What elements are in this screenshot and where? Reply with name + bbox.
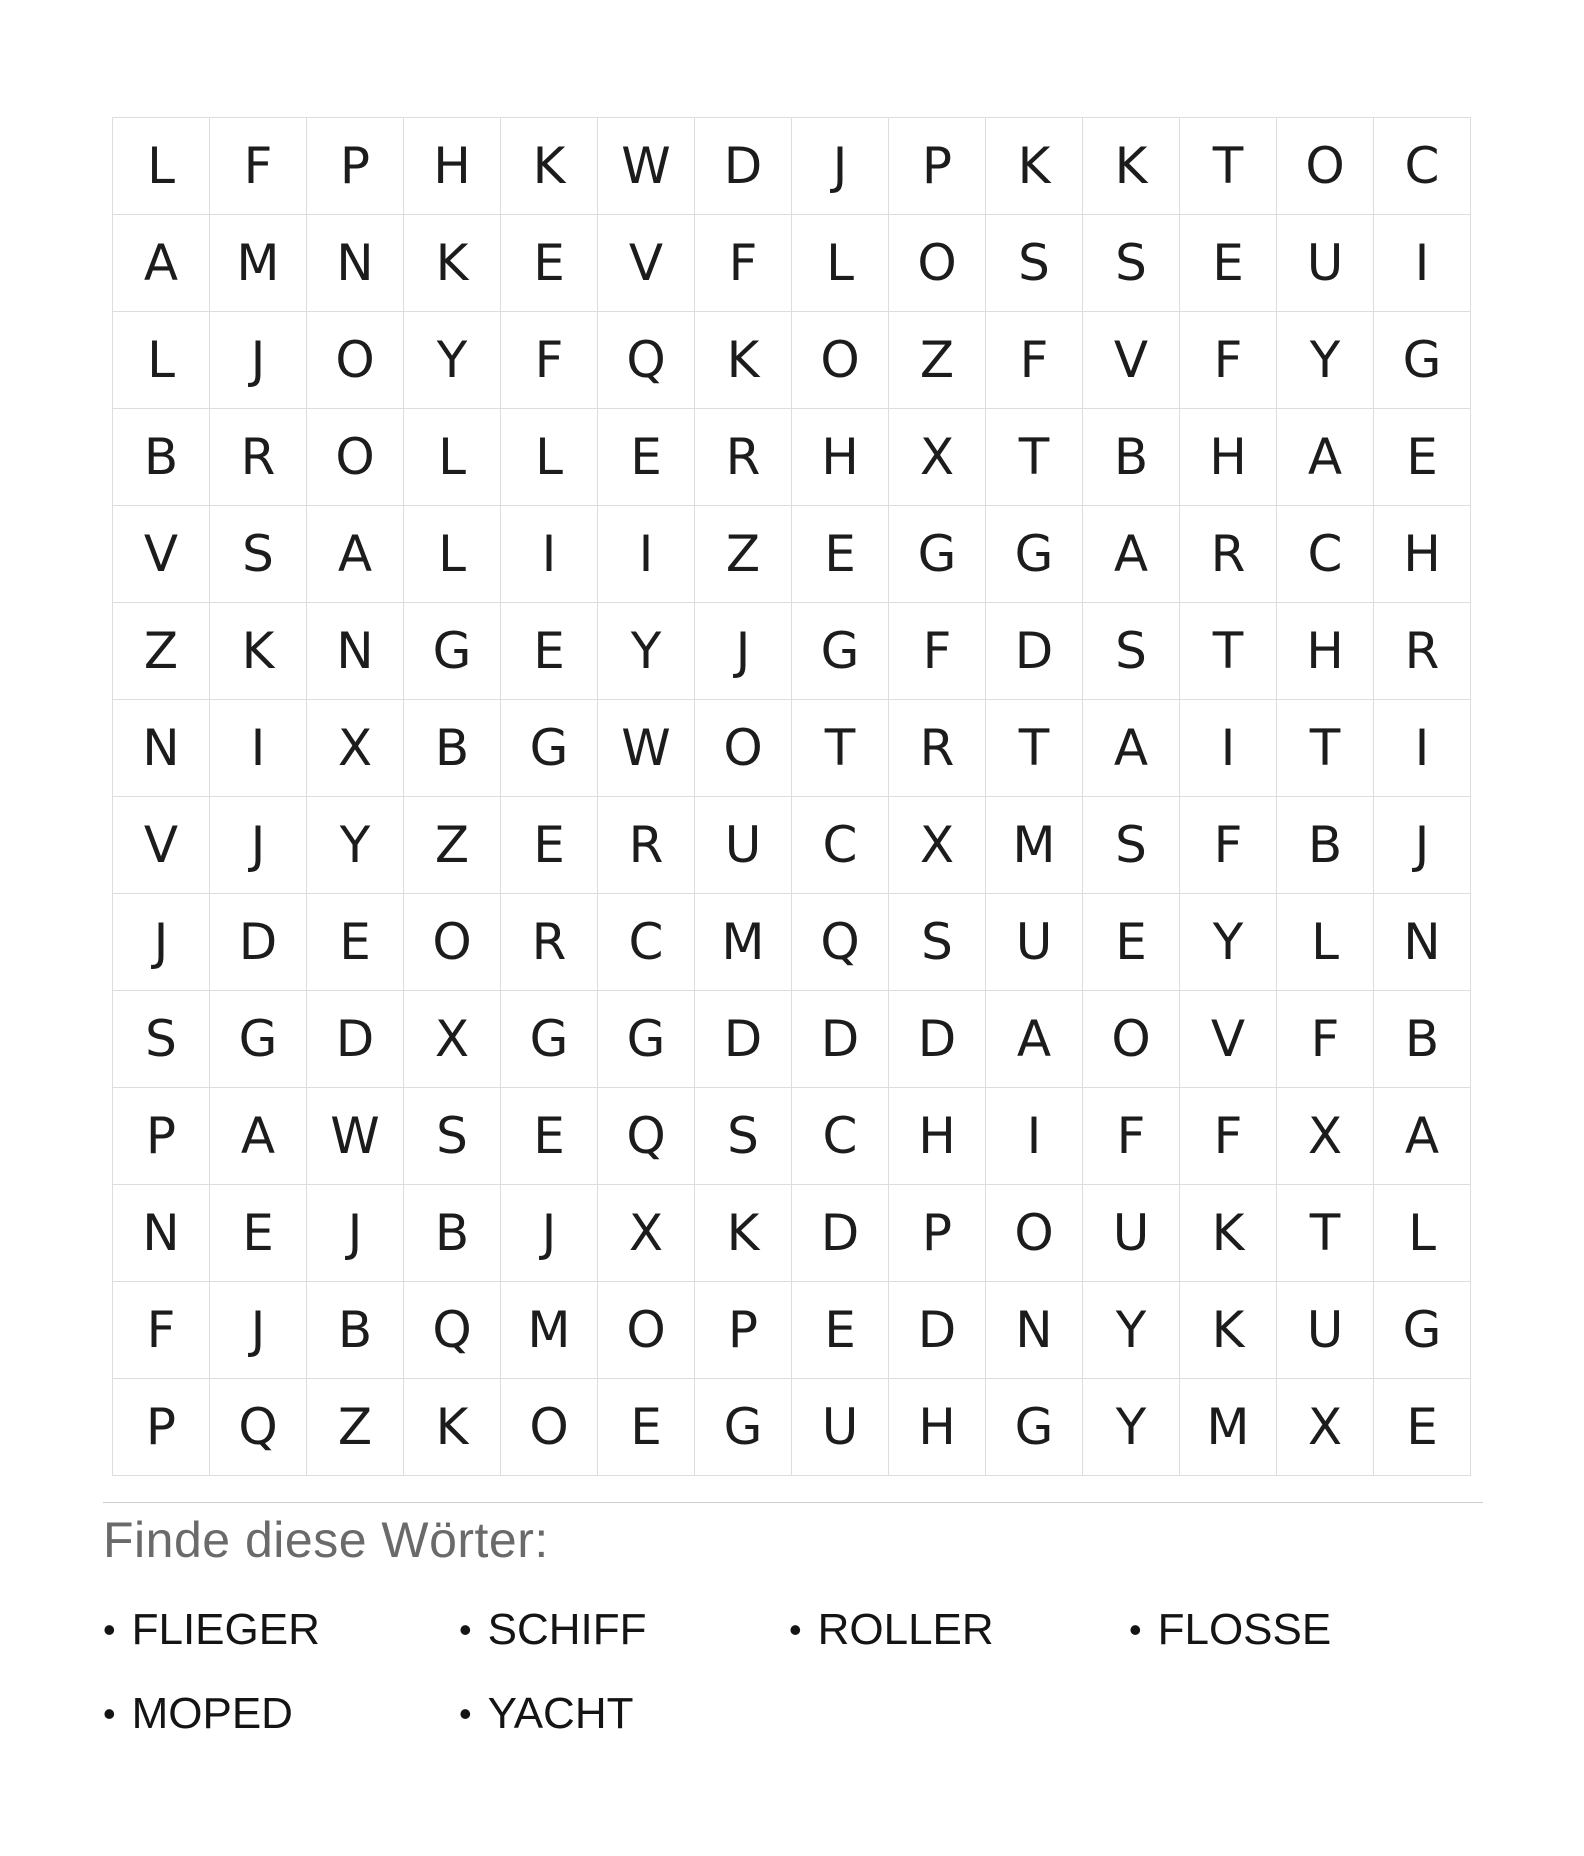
grid-cell[interactable]: K — [404, 215, 501, 312]
grid-cell[interactable]: P — [113, 1379, 210, 1476]
grid-cell[interactable]: Q — [598, 312, 695, 409]
grid-cell[interactable]: U — [1277, 1282, 1374, 1379]
grid-cell[interactable]: L — [404, 409, 501, 506]
grid-cell[interactable]: F — [1083, 1088, 1180, 1185]
grid-cell[interactable]: L — [792, 215, 889, 312]
word-label: ROLLER — [817, 1605, 994, 1654]
grid-cell[interactable]: B — [1277, 797, 1374, 894]
grid-cell[interactable]: L — [501, 409, 598, 506]
grid-cell[interactable]: O — [986, 1185, 1083, 1282]
grid-cell[interactable]: N — [307, 215, 404, 312]
word-item — [459, 1689, 789, 1739]
word-item — [1129, 1605, 1483, 1655]
grid-cell[interactable]: N — [307, 603, 404, 700]
grid-cell[interactable]: J — [501, 1185, 598, 1282]
grid-cell[interactable]: F — [1277, 991, 1374, 1088]
grid-cell[interactable]: T — [986, 700, 1083, 797]
bullet-icon: • — [459, 1693, 472, 1734]
grid-cell[interactable]: W — [307, 1088, 404, 1185]
grid-cell[interactable]: G — [598, 991, 695, 1088]
grid-cell[interactable]: M — [501, 1282, 598, 1379]
grid-cell[interactable]: W — [598, 700, 695, 797]
grid-cell[interactable]: H — [404, 118, 501, 215]
grid-cell[interactable]: K — [1180, 1185, 1277, 1282]
grid-cell[interactable]: B — [1374, 991, 1471, 1088]
divider — [103, 1502, 1483, 1503]
bullet-icon: • — [103, 1693, 116, 1734]
word-list — [103, 1605, 1483, 1739]
grid-cell[interactable]: M — [986, 797, 1083, 894]
grid-cell[interactable]: X — [404, 991, 501, 1088]
grid-cell[interactable]: R — [210, 409, 307, 506]
bullet-icon: • — [1129, 1609, 1142, 1650]
grid-cell[interactable]: F — [1180, 312, 1277, 409]
grid-cell[interactable]: H — [1277, 603, 1374, 700]
grid-cell[interactable]: I — [1374, 700, 1471, 797]
grid-cell[interactable]: T — [1277, 1185, 1374, 1282]
grid-cell[interactable]: S — [210, 506, 307, 603]
grid-cell[interactable]: I — [501, 506, 598, 603]
grid-cell[interactable]: I — [598, 506, 695, 603]
grid-cell[interactable]: X — [307, 700, 404, 797]
grid-cell[interactable]: Z — [889, 312, 986, 409]
grid-cell[interactable]: J — [695, 603, 792, 700]
grid-cell[interactable]: Q — [210, 1379, 307, 1476]
grid-cell[interactable]: X — [889, 797, 986, 894]
word-label: FLOSSE — [1157, 1605, 1332, 1654]
grid-cell[interactable]: Y — [1277, 312, 1374, 409]
grid-cell[interactable]: J — [307, 1185, 404, 1282]
grid-cell[interactable]: R — [501, 894, 598, 991]
grid-cell[interactable]: E — [307, 894, 404, 991]
grid-cell[interactable]: S — [889, 894, 986, 991]
grid-cell[interactable]: V — [113, 797, 210, 894]
grid-cell[interactable]: E — [598, 409, 695, 506]
grid-cell[interactable]: J — [210, 1282, 307, 1379]
grid-cell[interactable]: J — [792, 118, 889, 215]
grid-cell[interactable]: G — [210, 991, 307, 1088]
grid-cell[interactable]: D — [889, 991, 986, 1088]
grid-cell[interactable]: S — [1083, 797, 1180, 894]
grid-cell[interactable]: U — [1277, 215, 1374, 312]
grid-cell[interactable]: D — [889, 1282, 986, 1379]
grid-cell[interactable]: G — [695, 1379, 792, 1476]
grid-cell[interactable]: E — [501, 1088, 598, 1185]
grid-cell[interactable]: A — [1374, 1088, 1471, 1185]
grid-cell[interactable]: D — [986, 603, 1083, 700]
grid-cell[interactable]: D — [210, 894, 307, 991]
grid-cell[interactable]: K — [695, 312, 792, 409]
grid-cell[interactable]: A — [986, 991, 1083, 1088]
grid-cell[interactable]: F — [986, 312, 1083, 409]
grid-cell[interactable]: F — [695, 215, 792, 312]
grid-cell[interactable]: O — [404, 894, 501, 991]
grid-cell[interactable]: G — [501, 991, 598, 1088]
grid-cell[interactable]: Y — [1083, 1282, 1180, 1379]
grid-cell[interactable]: J — [210, 797, 307, 894]
grid-cell[interactable]: Y — [598, 603, 695, 700]
grid-cell[interactable]: G — [404, 603, 501, 700]
grid-cell[interactable]: T — [986, 409, 1083, 506]
word-item — [789, 1605, 1129, 1655]
grid-cell[interactable]: D — [792, 1185, 889, 1282]
grid-cell[interactable]: K — [404, 1379, 501, 1476]
grid-cell[interactable]: E — [210, 1185, 307, 1282]
grid-cell[interactable]: H — [1180, 409, 1277, 506]
grid-cell[interactable]: T — [1180, 603, 1277, 700]
grid-cell[interactable]: B — [404, 700, 501, 797]
grid-cell[interactable]: O — [501, 1379, 598, 1476]
grid-cell[interactable]: G — [1374, 312, 1471, 409]
grid-cell[interactable]: G — [1374, 1282, 1471, 1379]
grid-cell[interactable]: U — [986, 894, 1083, 991]
grid-cell[interactable]: X — [1277, 1379, 1374, 1476]
grid-cell[interactable]: V — [598, 215, 695, 312]
grid-cell[interactable]: A — [1277, 409, 1374, 506]
grid-cell[interactable]: O — [307, 312, 404, 409]
grid-cell[interactable]: M — [210, 215, 307, 312]
grid-cell[interactable]: D — [307, 991, 404, 1088]
grid-cell[interactable]: E — [501, 797, 598, 894]
grid-cell[interactable]: Q — [404, 1282, 501, 1379]
grid-cell[interactable]: R — [889, 700, 986, 797]
grid-cell[interactable]: M — [695, 894, 792, 991]
grid-cell[interactable]: O — [1083, 991, 1180, 1088]
grid-cell[interactable]: F — [1180, 797, 1277, 894]
grid-cell[interactable]: G — [889, 506, 986, 603]
word-label: SCHIFF — [487, 1605, 647, 1654]
grid-cell[interactable]: N — [1374, 894, 1471, 991]
grid-cell[interactable]: A — [1083, 700, 1180, 797]
grid-cell[interactable]: V — [113, 506, 210, 603]
grid-cell[interactable]: F — [501, 312, 598, 409]
grid-cell[interactable]: O — [889, 215, 986, 312]
word-item — [103, 1605, 459, 1655]
grid-cell[interactable]: E — [1374, 1379, 1471, 1476]
grid-cell[interactable]: C — [1277, 506, 1374, 603]
grid-cell[interactable]: S — [695, 1088, 792, 1185]
grid-cell[interactable]: K — [210, 603, 307, 700]
grid-cell[interactable]: M — [1180, 1379, 1277, 1476]
grid-cell[interactable]: P — [889, 1185, 986, 1282]
grid-cell[interactable]: N — [113, 700, 210, 797]
grid-cell[interactable]: T — [792, 700, 889, 797]
grid-cell[interactable]: B — [1083, 409, 1180, 506]
grid-cell[interactable]: Q — [792, 894, 889, 991]
grid-cell[interactable]: F — [113, 1282, 210, 1379]
grid-cell[interactable]: A — [307, 506, 404, 603]
grid-cell[interactable]: P — [113, 1088, 210, 1185]
grid-cell[interactable]: Y — [307, 797, 404, 894]
grid-cell[interactable]: S — [986, 215, 1083, 312]
grid-cell[interactable]: O — [792, 312, 889, 409]
grid-cell[interactable]: Z — [695, 506, 792, 603]
grid-cell[interactable]: S — [113, 991, 210, 1088]
grid-cell[interactable]: A — [210, 1088, 307, 1185]
grid-cell[interactable]: E — [501, 215, 598, 312]
grid-cell[interactable]: B — [307, 1282, 404, 1379]
word-list-title: Finde diese Wörter: — [103, 1512, 549, 1568]
grid-cell[interactable]: Z — [113, 603, 210, 700]
grid-cell[interactable]: R — [695, 409, 792, 506]
grid-cell[interactable]: U — [695, 797, 792, 894]
grid-cell[interactable]: P — [695, 1282, 792, 1379]
bullet-icon: • — [789, 1609, 802, 1650]
word-search-grid — [112, 117, 1471, 1476]
grid-cell[interactable]: G — [792, 603, 889, 700]
word-item — [103, 1689, 459, 1739]
grid-cell[interactable]: J — [1374, 797, 1471, 894]
grid-cell[interactable]: C — [792, 1088, 889, 1185]
word-label: YACHT — [487, 1689, 634, 1738]
grid-cell[interactable]: E — [792, 1282, 889, 1379]
grid-cell[interactable]: P — [307, 118, 404, 215]
grid-cell[interactable]: X — [1277, 1088, 1374, 1185]
grid-cell[interactable]: U — [1083, 1185, 1180, 1282]
grid-cell[interactable]: E — [792, 506, 889, 603]
grid-cell[interactable]: N — [986, 1282, 1083, 1379]
grid-cell[interactable]: S — [1083, 603, 1180, 700]
grid-cell[interactable]: K — [986, 118, 1083, 215]
grid-cell[interactable]: L — [1374, 1185, 1471, 1282]
grid-cell[interactable]: K — [1083, 118, 1180, 215]
grid-cell[interactable]: Z — [307, 1379, 404, 1476]
grid-cell[interactable]: E — [1374, 409, 1471, 506]
grid-cell[interactable]: K — [695, 1185, 792, 1282]
grid-cell[interactable]: X — [598, 1185, 695, 1282]
grid-cell[interactable]: D — [695, 991, 792, 1088]
grid-cell[interactable]: G — [501, 700, 598, 797]
grid-cell[interactable]: E — [1083, 894, 1180, 991]
grid-cell[interactable]: S — [404, 1088, 501, 1185]
grid-cell[interactable]: U — [792, 1379, 889, 1476]
grid-cell[interactable]: Q — [598, 1088, 695, 1185]
word-item — [459, 1605, 789, 1655]
grid-cell[interactable]: Y — [404, 312, 501, 409]
grid-cell[interactable]: O — [1277, 118, 1374, 215]
grid-cell[interactable]: F — [889, 603, 986, 700]
grid-cell[interactable]: X — [889, 409, 986, 506]
grid-cell[interactable]: H — [889, 1088, 986, 1185]
grid-cell[interactable]: I — [986, 1088, 1083, 1185]
word-label: MOPED — [131, 1689, 293, 1738]
grid-cell[interactable]: T — [1277, 700, 1374, 797]
grid-cell[interactable]: I — [1180, 700, 1277, 797]
grid-cell[interactable]: C — [1374, 118, 1471, 215]
grid-cell[interactable]: K — [1180, 1282, 1277, 1379]
grid-cell[interactable]: Y — [1083, 1379, 1180, 1476]
grid-cell[interactable]: R — [598, 797, 695, 894]
grid-cell[interactable]: H — [1374, 506, 1471, 603]
grid-cell[interactable]: E — [1180, 215, 1277, 312]
grid-cell[interactable]: F — [1180, 1088, 1277, 1185]
grid-cell[interactable]: V — [1180, 991, 1277, 1088]
grid-cell[interactable]: I — [210, 700, 307, 797]
grid-cell[interactable]: J — [210, 312, 307, 409]
grid-cell[interactable]: A — [113, 215, 210, 312]
grid-cell[interactable]: C — [792, 797, 889, 894]
grid-cell[interactable]: W — [598, 118, 695, 215]
bullet-icon: • — [459, 1609, 472, 1650]
bullet-icon: • — [103, 1609, 116, 1650]
grid-cell[interactable]: B — [404, 1185, 501, 1282]
grid-cell[interactable]: O — [695, 700, 792, 797]
word-label: FLIEGER — [131, 1605, 320, 1654]
grid-cell[interactable]: T — [1180, 118, 1277, 215]
grid-cell[interactable]: H — [792, 409, 889, 506]
grid-cell[interactable]: E — [598, 1379, 695, 1476]
grid-cell[interactable]: R — [1180, 506, 1277, 603]
grid-cell[interactable]: L — [113, 312, 210, 409]
grid-cell[interactable]: G — [986, 1379, 1083, 1476]
grid-cell[interactable]: H — [889, 1379, 986, 1476]
grid-cell[interactable]: O — [307, 409, 404, 506]
grid-cell[interactable]: J — [113, 894, 210, 991]
grid-cell[interactable]: K — [501, 118, 598, 215]
grid-cell[interactable]: A — [1083, 506, 1180, 603]
grid-cell[interactable]: R — [1374, 603, 1471, 700]
grid-cell[interactable]: E — [501, 603, 598, 700]
grid-cell[interactable]: L — [404, 506, 501, 603]
grid-cell[interactable]: Y — [1180, 894, 1277, 991]
grid-cell[interactable]: L — [113, 118, 210, 215]
grid-cell[interactable]: Z — [404, 797, 501, 894]
grid-cell[interactable]: D — [792, 991, 889, 1088]
grid-cell[interactable]: B — [113, 409, 210, 506]
grid-cell[interactable]: D — [695, 118, 792, 215]
grid-cell[interactable]: I — [1374, 215, 1471, 312]
grid-cell[interactable]: V — [1083, 312, 1180, 409]
grid-cell[interactable]: O — [598, 1282, 695, 1379]
grid-cell[interactable]: N — [113, 1185, 210, 1282]
word-list-section — [103, 1502, 1483, 1739]
grid-cell[interactable]: P — [889, 118, 986, 215]
grid-cell[interactable]: F — [210, 118, 307, 215]
grid-cell[interactable]: S — [1083, 215, 1180, 312]
grid-cell[interactable]: L — [1277, 894, 1374, 991]
grid-cell[interactable]: C — [598, 894, 695, 991]
grid-cell[interactable]: G — [986, 506, 1083, 603]
